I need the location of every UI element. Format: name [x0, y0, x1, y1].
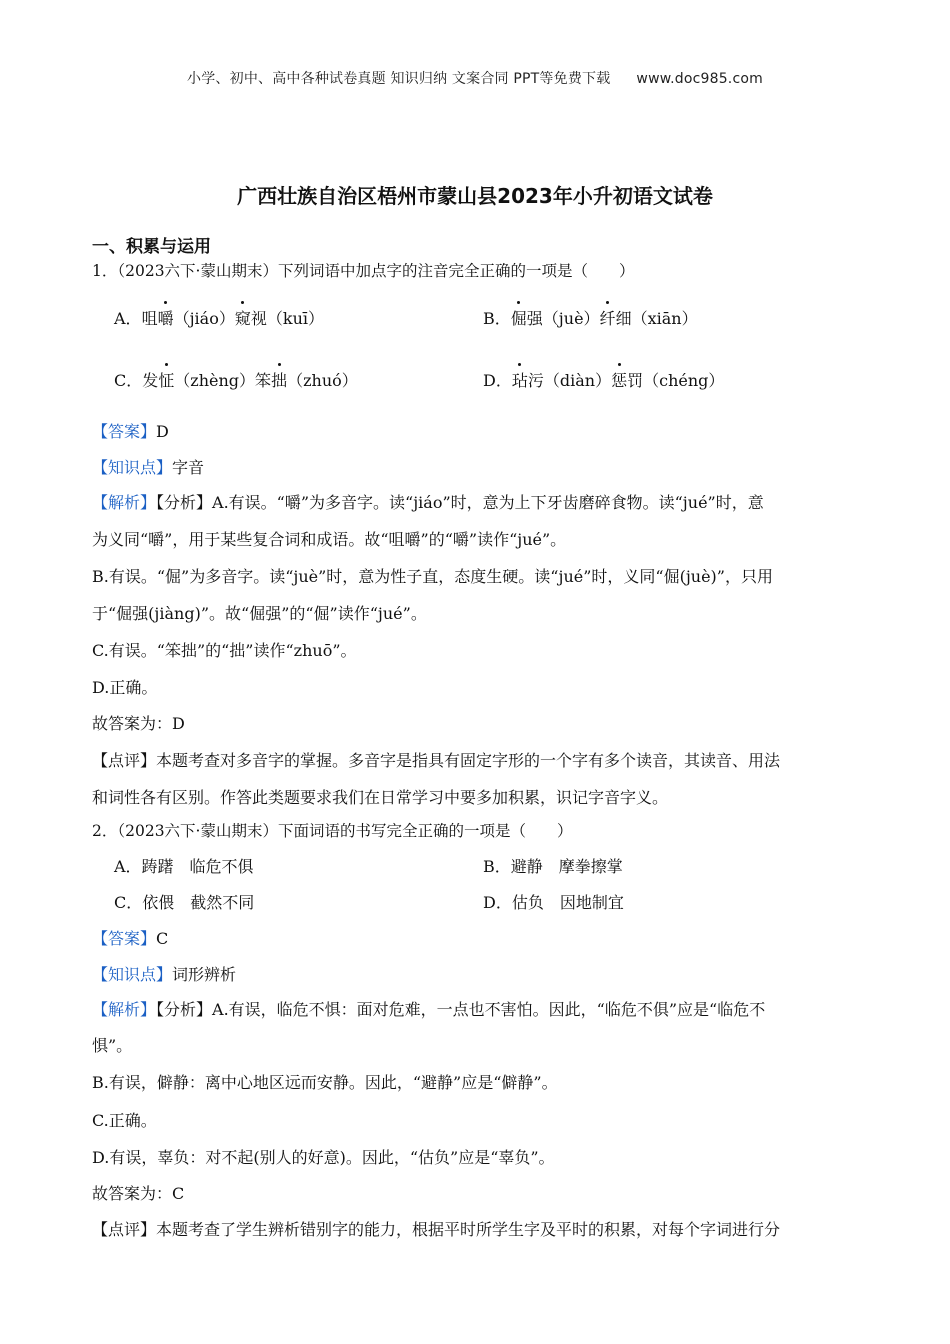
- q2-analysis-line: B.有误，僻静：离中心地区远而安静。因此，“避静”应是“僻静”。: [92, 1073, 558, 1092]
- q1-comment-line: 【点评】本题考查对多音字的掌握。多音字是指具有固定字形的一个字有多个读音，其读音、用法: [92, 751, 781, 770]
- q2-analysis-line: 惧”。: [92, 1036, 133, 1055]
- q1-option-c: C．发怔（zhèng）笨拙（zhuó）: [114, 368, 358, 391]
- q2-final-answer: 故答案为：C: [92, 1184, 185, 1203]
- q1-analysis-line: 【解析】【分析】A.有误。“嚼”为多音字。读“jiáo”时，意为上下牙齿磨碎食物。读“jué”时，意: [92, 493, 764, 512]
- q2-analysis-line: C.正确。: [92, 1111, 157, 1130]
- q1-analysis-line: 为义同“嚼”，用于某些复合词和成语。故“咀嚼”的“嚼”读作“jué”。: [92, 530, 567, 549]
- q1-option-b: B．倔强（juè）纤细（xiān）: [483, 306, 698, 329]
- q2-answer: 【答案】C: [92, 929, 169, 948]
- q1-analysis-line: C.有误。“笨拙”的“拙”读作“zhuō”。: [92, 641, 357, 660]
- page-title: 广西壮族自治区梧州市蒙山县2023年小升初语文试卷: [237, 184, 713, 208]
- q1-option-d: D．玷污（diàn）惩罚（chéng）: [483, 368, 724, 391]
- q1-comment-line: 和词性各有区别。作答此类题要求我们在日常学习中要多加积累，识记字音字义。: [92, 788, 669, 807]
- page-header: [0, 68, 950, 88]
- question-2-stem: 2．（2023六下·蒙山期末）下面词语的书写完全正确的一项是（ ）: [92, 822, 573, 840]
- question-1-stem: 1．（2023六下·蒙山期末）下列词语中加点字的注音完全正确的一项是（ ）: [92, 262, 635, 280]
- q2-comment-line: 【点评】本题考查了学生辨析错别字的能力，根据平时所学生字及平时的积累，对每个字词进行分: [92, 1220, 781, 1239]
- q2-option-a: A．踌躇 临危不俱: [114, 857, 254, 876]
- header-site-url[interactable]: www.doc985.com: [636, 71, 763, 87]
- q2-option-c: C．依偎 截然不同: [114, 893, 255, 912]
- q2-analysis-line: 【解析】【分析】A.有误，临危不惧：面对危难，一点也不害怕。因此，“临危不俱”应是“临危不: [92, 1000, 766, 1019]
- q1-final-answer: 故答案为：D: [92, 714, 185, 733]
- q1-analysis-line: D.正确。: [92, 678, 158, 697]
- section-heading: 一、积累与运用: [92, 237, 211, 257]
- q1-answer: 【答案】D: [92, 422, 169, 441]
- q1-analysis-line: B.有误。“倔”为多音字。读“juè”时，意为性子直，态度生硬。读“jué”时，义同“倔(juè)”，只用: [92, 567, 773, 586]
- q1-option-a: A．咀嚼（jiáo）窥视（kuī）: [114, 306, 324, 329]
- q2-analysis-line: D.有误，辜负：对不起(别人的好意)。因此，“估负”应是“辜负”。: [92, 1148, 555, 1167]
- header-banner-text: 小学、初中、高中各种试卷真题 知识归纳 文案合同 PPT等免费下载: [187, 71, 611, 87]
- q1-knowledge-point: 【知识点】字音: [92, 458, 205, 477]
- q2-option-d: D．估负 因地制宜: [483, 893, 624, 912]
- q1-analysis-line: 于“倔强(jiàng)”。故“倔强”的“倔”读作“jué”。: [92, 604, 427, 623]
- q2-option-b: B．避静 摩拳擦掌: [483, 857, 623, 876]
- q2-knowledge-point: 【知识点】词形辨析: [92, 965, 237, 984]
